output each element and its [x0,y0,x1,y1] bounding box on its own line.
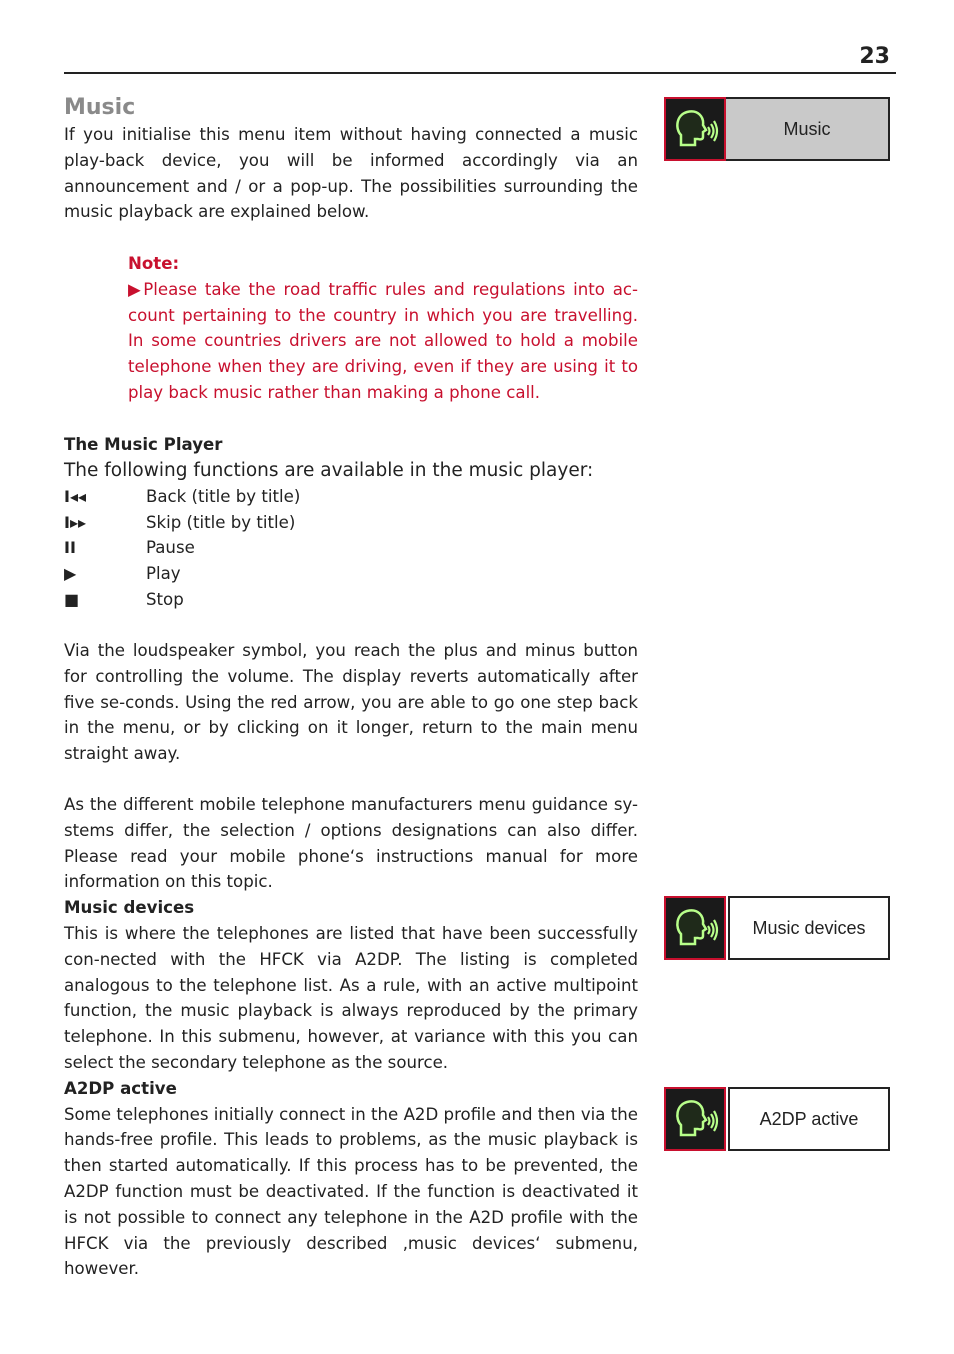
volume-section [64,638,638,767]
menu-item-label: A2DP active [728,1087,890,1151]
function-row-skip [64,510,638,536]
manufacturers-paragraph: As the different mobile telephone manufacturers menu guidance sy-stems differ, the selection / options designations can also differ. Please read your mobile phone‘s instructions manual for more information on this topic. [64,795,638,892]
menu-item-a2dp-active[interactable] [664,1087,890,1151]
skip-icon: I▸▸ [64,512,87,532]
function-row-back [64,484,638,510]
music-section [64,94,638,225]
function-label: Skip (title by title) [146,512,296,532]
function-label: Stop [146,589,184,609]
voice-head-icon [664,896,726,960]
volume-paragraph: Via the loudspeaker symbol, you reach the plus and minus button for controlling the volume. The display reverts automatically after five se-conds. Using the red arrow, you are able to go one step back in the menu, or by clicking on it longer, return to the main menu straight away. [64,641,638,764]
music-devices-paragraph: This is where the telephones are listed that have been successfully con-nected with the HFCK via A2DP. The listing is completed analogous to the telephone list. As a rule, with an active multipoint function, the music playback is always reproduced by the primary telephone. In this submenu, however, at variance with this you can select the secondary telephone as the source. [64,923,638,1072]
section-title: Music [64,95,136,120]
menu-item-music[interactable] [664,97,890,161]
menu-item-label: Music devices [728,896,890,960]
music-player-section [64,432,638,613]
play-icon: ▶ [64,564,77,584]
back-icon: I◂◂ [64,486,87,506]
function-list [64,484,638,613]
music-player-lead: The following functions are available in the music player: [64,459,594,481]
function-label: Play [146,564,181,584]
note-block [128,251,638,406]
function-label: Pause [146,538,195,558]
devices-section [64,792,638,1282]
menu-item-label: Music [726,97,890,161]
music-player-heading: The Music Player [64,435,223,454]
function-row-stop [64,587,638,613]
voice-head-icon [664,97,726,161]
function-row-pause [64,535,638,561]
function-row-play [64,561,638,587]
note-text: ▶Please take the road traffic rules and regulations into ac-count pertaining to the country in which you are travelling. In some countries drivers are not allowed to hold a mobile telephone when they are driving, even if they are using it to play back music rather than making a phone call. [128,279,638,402]
a2dp-heading: A2DP active [64,1078,177,1098]
menu-item-music-devices[interactable] [664,896,890,960]
a2dp-paragraph: Some telephones initially connect in the A2D profile and then via the hands-free profile. This leads to problems, as the music playback is then started automatically. If this process has to be prevented, the A2DP function must be deactivated. If the function is deactivated it is not possible to connect any telephone in the A2D profile with the HFCK via the previously described ‚music devices‘ submenu, however. [64,1104,638,1279]
pause-icon: II [64,538,76,558]
stop-icon: ■ [64,589,80,609]
music-devices-heading: Music devices [64,898,195,918]
function-label: Back (title by title) [146,486,301,506]
voice-head-icon [664,1087,726,1151]
intro-paragraph: If you initialise this menu item without having connected a music play-back device, you will be informed accordingly via an announcement and / or a pop-up. The possibilities surrounding the music playback are explained below. [64,125,638,222]
header-rule [64,72,896,74]
page-number: 23 [859,44,890,69]
note-title: Note: [128,254,180,273]
